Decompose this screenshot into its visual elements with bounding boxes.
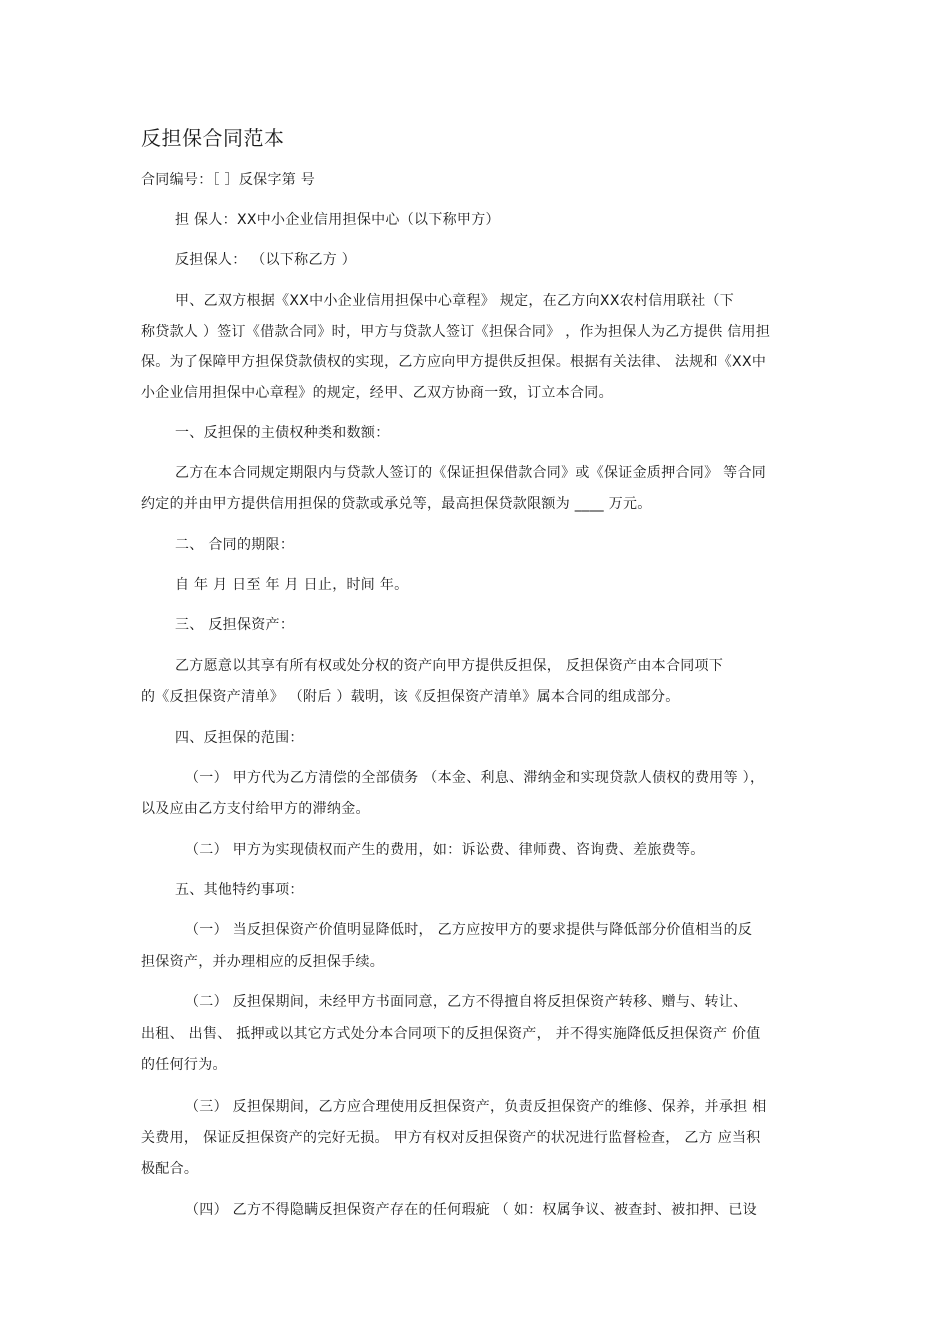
- section-2-heading: 二、 合同的期限：: [175, 537, 295, 553]
- section-1-line-1: 乙方在本合同规定期限内与贷款人签订的《保证担保借款合同》或《保证金质押合同》 等合同: [175, 465, 767, 481]
- section-5-item-1-line-2: 担保资产，并办理相应的反担保手续。: [141, 954, 385, 970]
- section-4-heading: 四、反担保的范围：: [175, 730, 304, 746]
- preamble-line-4: 小企业信用担保中心章程》的规定，经甲、乙双方协商一致，订立本合同。: [141, 385, 613, 401]
- section-5-item-3-line-3: 极配合。: [141, 1161, 199, 1177]
- section-5-item-1-line-1: （一） 当反担保资产价值明显降低时， 乙方应按甲方的要求提供与降低部分价值相当的反: [185, 922, 753, 938]
- section-3-heading: 三、 反担保资产：: [175, 617, 295, 633]
- preamble-line-2: 称贷款人 ）签订《借款合同》时，甲方与贷款人签订《担保合同》 ，作为担保人为乙方提供 信用担: [141, 324, 771, 340]
- section-5-item-3-line-1: （三） 反担保期间，乙方应合理使用反担保资产，负责反担保资产的维修、保养，并承担 相: [185, 1099, 767, 1115]
- section-4-item-1-line-1: （一） 甲方代为乙方清偿的全部债务 （本金、利息、滞纳金和实现贷款人债权的费用等 ），: [185, 770, 765, 786]
- preamble-line-1: 甲、乙双方根据《XX中小企业信用担保中心章程》 规定，在乙方向XX农村信用联社（下: [175, 293, 735, 309]
- section-1-line-2: 约定的并由甲方提供信用担保的贷款或承兑等，最高担保贷款限额为 ____ 万元。: [141, 496, 652, 512]
- preamble-line-3: 保。为了保障甲方担保贷款债权的实现，乙方应向甲方提供反担保。根据有关法律、 法规和《XX中: [141, 354, 767, 370]
- section-5-item-2-line-3: 的任何行为。: [141, 1057, 227, 1073]
- section-5-item-4-line-1: （四） 乙方不得隐瞒反担保资产存在的任何瑕疵 （ 如：权属争议、被查封、被扣押、已设: [185, 1202, 757, 1218]
- section-5-item-2-line-2: 出租、 出售、 抵押或以其它方式处分本合同项下的反担保资产， 并不得实施降低反担保资产 价值: [141, 1026, 761, 1042]
- guarantor-line: 担 保人：XX中小企业信用担保中心（以下称甲方）: [175, 212, 500, 228]
- section-2-term-line: 自 年 月 日至 年 月 日止，时间 年。: [175, 577, 409, 593]
- counter-guarantor-line: 反担保人： （以下称乙方 ）: [175, 252, 357, 268]
- section-3-line-1: 乙方愿意以其享有所有权或处分权的资产向甲方提供反担保， 反担保资产由本合同项下: [175, 658, 724, 674]
- section-5-item-3-line-2: 关费用， 保证反担保资产的完好无损。 甲方有权对反担保资产的状况进行监督检查， 乙方 应当积: [141, 1130, 761, 1146]
- section-4-item-1-line-2: 以及应由乙方支付给甲方的滞纳金。: [141, 801, 370, 817]
- section-3-line-2: 的《反担保资产清单》 （附后 ）载明，该《反担保资产清单》属本合同的组成部分。: [141, 689, 680, 705]
- document-title: 反担保合同范本: [141, 126, 285, 150]
- section-5-item-2-line-1: （二） 反担保期间，未经甲方书面同意，乙方不得擅自将反担保资产转移、赠与、转让、: [185, 994, 748, 1010]
- contract-number-line: 合同编号：［ ］反保字第 号: [141, 172, 316, 188]
- section-5-heading: 五、其他特约事项：: [175, 882, 304, 898]
- section-4-item-2: （二） 甲方为实现债权而产生的费用，如：诉讼费、律师费、咨询费、差旅费等。: [185, 842, 705, 858]
- section-1-heading: 一、反担保的主债权种类和数额：: [175, 425, 390, 441]
